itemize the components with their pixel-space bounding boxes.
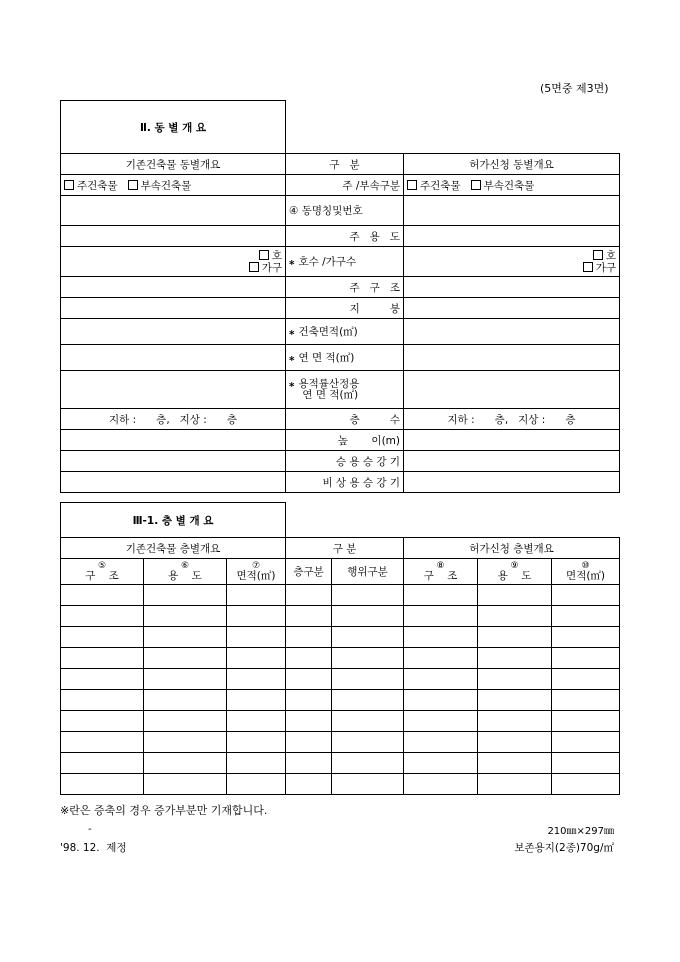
table-cell[interactable]	[404, 627, 478, 648]
table-cell[interactable]	[478, 648, 552, 669]
existing-header: 기존건축물 동별개요	[61, 154, 286, 175]
section3-title: Ⅲ-1. 층 별 개 요	[61, 503, 286, 538]
table-cell[interactable]	[478, 690, 552, 711]
table-cell[interactable]	[227, 690, 286, 711]
permit-floors: 지하 : 층, 지상 : 층	[404, 409, 620, 430]
footnote: ※란은 증축의 경우 증가부분만 기재합니다.	[60, 804, 268, 817]
table-cell[interactable]	[286, 648, 332, 669]
col-area: ⑦ 면적(㎡)	[227, 559, 286, 585]
building-area-label: ⁎ 건축면적(㎡)	[286, 319, 404, 345]
paper-size: 210㎜×297㎜	[547, 826, 614, 837]
table-cell[interactable]	[144, 732, 227, 753]
table-cell[interactable]	[227, 711, 286, 732]
table-cell[interactable]	[144, 648, 227, 669]
table-cell[interactable]	[286, 627, 332, 648]
table-cell[interactable]	[332, 711, 404, 732]
height-label: 높 이(m)	[286, 430, 404, 451]
table-cell[interactable]	[552, 606, 620, 627]
table-cell[interactable]	[144, 585, 227, 606]
table-cell[interactable]	[332, 606, 404, 627]
table-cell[interactable]	[61, 648, 144, 669]
total-floor-area-label: ⁎ 연 면 적(㎡)	[286, 345, 404, 371]
table-cell[interactable]	[286, 606, 332, 627]
table-cell[interactable]	[227, 585, 286, 606]
table-cell[interactable]	[404, 648, 478, 669]
table-cell[interactable]	[286, 732, 332, 753]
table-cell[interactable]	[478, 585, 552, 606]
table-cell[interactable]	[478, 711, 552, 732]
table-cell[interactable]	[227, 774, 286, 795]
table-cell[interactable]	[61, 774, 144, 795]
table-row	[61, 690, 620, 711]
table-cell[interactable]	[61, 690, 144, 711]
page-label: (5면중 제3면)	[540, 82, 609, 95]
permit-header: 허가신청 동별개요	[404, 154, 620, 175]
table-row	[61, 585, 620, 606]
table-cell[interactable]	[227, 669, 286, 690]
existing-units: 호 가구	[61, 247, 286, 277]
table-cell[interactable]	[332, 732, 404, 753]
existing-floors: 지하 : 층, 지상 : 층	[61, 409, 286, 430]
table-cell[interactable]	[227, 606, 286, 627]
table-cell[interactable]	[227, 732, 286, 753]
table-cell[interactable]	[332, 648, 404, 669]
checkbox[interactable]	[593, 250, 603, 260]
table-cell[interactable]	[552, 774, 620, 795]
table-cell[interactable]	[144, 690, 227, 711]
table-cell[interactable]	[227, 648, 286, 669]
table-cell[interactable]	[332, 627, 404, 648]
table-cell[interactable]	[61, 711, 144, 732]
table-cell[interactable]	[286, 690, 332, 711]
table-row	[61, 606, 620, 627]
table-row	[61, 627, 620, 648]
table-cell[interactable]	[61, 732, 144, 753]
table-cell[interactable]	[404, 711, 478, 732]
main-sub-label: 주 /부속구분	[286, 175, 404, 196]
table-cell[interactable]	[404, 774, 478, 795]
table-cell[interactable]	[552, 711, 620, 732]
footer-dash: -	[88, 824, 92, 835]
table-cell[interactable]	[478, 732, 552, 753]
table-cell[interactable]	[552, 753, 620, 774]
permit-floor-header: 허가신청 층별개요	[404, 538, 620, 559]
table-cell[interactable]	[478, 669, 552, 690]
checkbox[interactable]	[249, 262, 259, 272]
permit-units: 호 가구	[404, 247, 620, 277]
col-use-2: ⑨ 용 도	[478, 559, 552, 585]
table-cell[interactable]	[61, 753, 144, 774]
table-cell[interactable]	[404, 753, 478, 774]
paper-type: 보존용지(2종)70g/㎡	[514, 842, 614, 854]
table-cell[interactable]	[552, 627, 620, 648]
table-row	[61, 648, 620, 669]
table-cell[interactable]	[144, 774, 227, 795]
table-cell[interactable]	[552, 669, 620, 690]
table-row	[61, 669, 620, 690]
table-cell[interactable]	[144, 753, 227, 774]
table-cell[interactable]	[61, 585, 144, 606]
existing-main-sub: 주건축물 부속건축물	[61, 175, 286, 196]
building-summary-table	[60, 100, 620, 493]
table-cell[interactable]	[286, 669, 332, 690]
permit-main-sub: 주건축물 부속건축물	[404, 175, 620, 196]
table-cell[interactable]	[332, 585, 404, 606]
table-cell[interactable]	[61, 627, 144, 648]
table-cell[interactable]	[552, 648, 620, 669]
table-row	[61, 711, 620, 732]
floors-label: 층 수	[286, 409, 404, 430]
table-cell[interactable]	[552, 732, 620, 753]
checkbox[interactable]	[471, 180, 481, 190]
main-use-label: 주 용 도	[286, 226, 404, 247]
table-cell[interactable]	[144, 606, 227, 627]
table-cell[interactable]	[332, 753, 404, 774]
table-cell[interactable]	[286, 711, 332, 732]
checkbox[interactable]	[64, 180, 74, 190]
table-cell[interactable]	[404, 606, 478, 627]
table-row	[61, 732, 620, 753]
col-area-2: ⑩ 면적(㎡)	[552, 559, 620, 585]
checkbox[interactable]	[407, 180, 417, 190]
category-header: 구 분	[286, 154, 404, 175]
table-cell[interactable]	[61, 606, 144, 627]
table-cell[interactable]	[332, 669, 404, 690]
table-cell[interactable]	[478, 774, 552, 795]
table-cell[interactable]	[286, 774, 332, 795]
table-cell[interactable]	[332, 690, 404, 711]
table-cell[interactable]	[478, 606, 552, 627]
section2-title: Ⅱ. 동 별 개 요	[61, 101, 286, 154]
col-structure: ⑤ 구 조	[61, 559, 144, 585]
roof-label: 지 붕	[286, 298, 404, 319]
col-structure-2: ⑧ 구 조	[404, 559, 478, 585]
existing-floor-header: 기존건축물 층별개요	[61, 538, 286, 559]
table-cell[interactable]	[478, 627, 552, 648]
far-area-label: ⁎ 용적률산정용 연 면 적(㎡)	[286, 371, 404, 409]
table-row	[61, 753, 620, 774]
table-cell[interactable]	[286, 753, 332, 774]
col-act-div: 행위구분	[332, 559, 404, 585]
table-cell[interactable]	[144, 669, 227, 690]
table-cell[interactable]	[227, 627, 286, 648]
units-label: ⁎ 호수 /가구수	[286, 247, 404, 277]
checkbox[interactable]	[583, 262, 593, 272]
floor-summary-table	[60, 502, 620, 795]
table-cell[interactable]	[332, 774, 404, 795]
elevator-label: 승 용 승 강 기	[286, 451, 404, 472]
table-cell[interactable]	[404, 690, 478, 711]
checkbox[interactable]	[259, 250, 269, 260]
table-cell[interactable]	[404, 585, 478, 606]
floor-category-header: 구 분	[286, 538, 404, 559]
table-cell[interactable]	[61, 669, 144, 690]
table-cell[interactable]	[286, 585, 332, 606]
table-cell[interactable]	[227, 753, 286, 774]
table-row	[61, 774, 620, 795]
table-cell[interactable]	[404, 732, 478, 753]
emergency-elevator-label: 비 상 용 승 강 기	[286, 472, 404, 493]
table-cell[interactable]	[552, 585, 620, 606]
col-use: ⑥ 용 도	[144, 559, 227, 585]
enacted-date: '98. 12. 제정	[60, 842, 127, 854]
table-cell[interactable]	[144, 627, 227, 648]
table-cell[interactable]	[552, 690, 620, 711]
table-cell[interactable]	[478, 753, 552, 774]
col-floor-div: 층구분	[286, 559, 332, 585]
table-cell[interactable]	[404, 669, 478, 690]
table-cell[interactable]	[144, 711, 227, 732]
bldg-name-label: ④ 동명칭및번호	[286, 196, 404, 226]
checkbox[interactable]	[128, 180, 138, 190]
structure-label: 주 구 조	[286, 277, 404, 298]
